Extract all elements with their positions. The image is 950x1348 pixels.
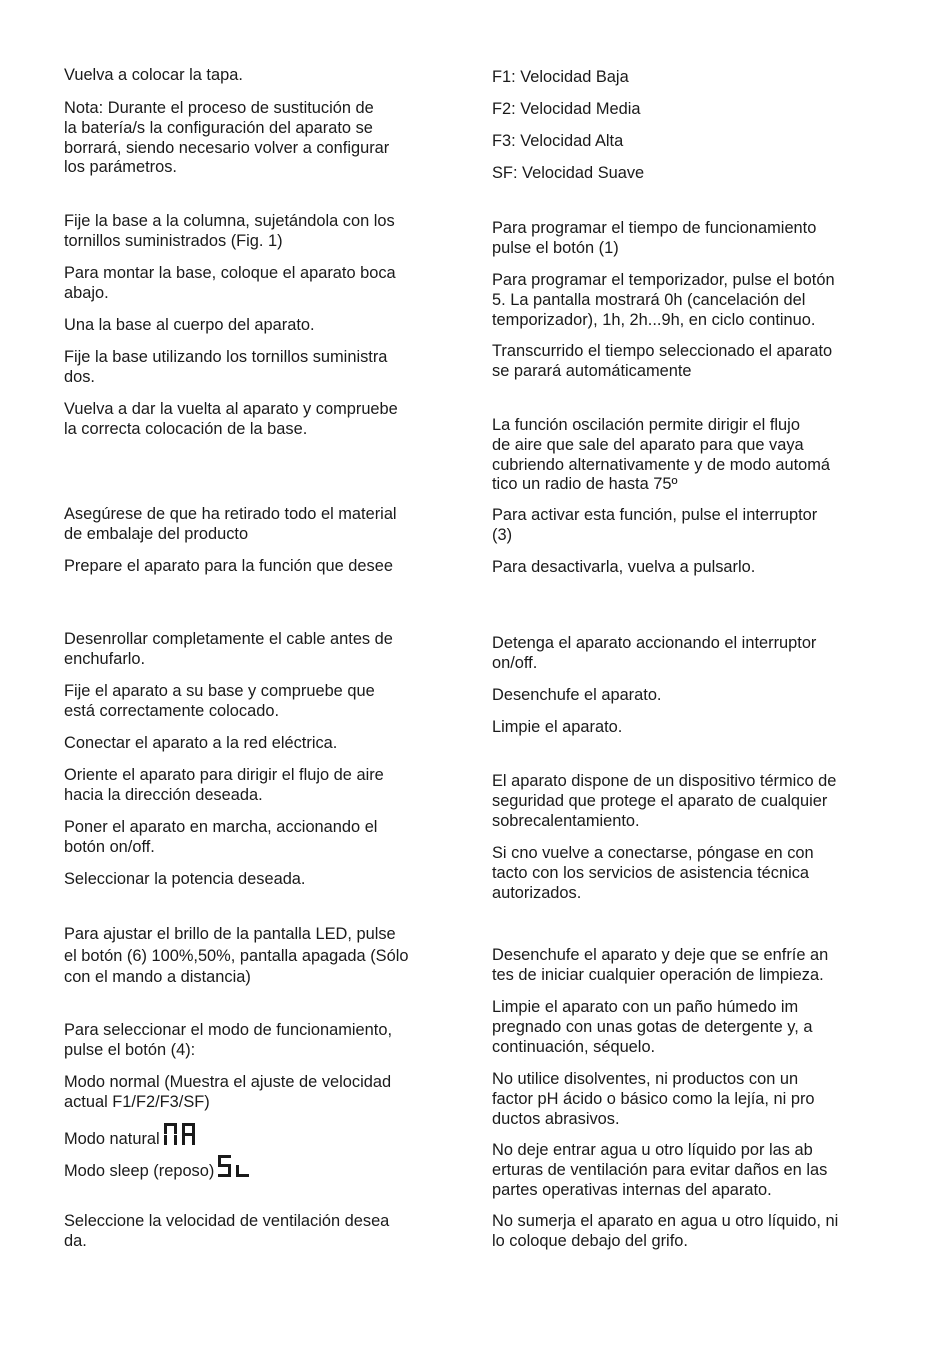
paragraph: Limpie el aparato. bbox=[492, 718, 623, 736]
paragraph: Fije la base a la columna, sujetándola con los tornillos suministrados (Fig. 1) bbox=[64, 212, 395, 250]
paragraph: Para programar el tiempo de funcionamiento pulse el botón (1) bbox=[492, 219, 817, 257]
mode-natural-label: Modo natural bbox=[64, 1130, 160, 1148]
paragraph: Modo normal (Muestra el ajuste de velocidad actual F1/F2/F3/SF) bbox=[64, 1073, 392, 1111]
lcd-sl-icon bbox=[217, 1154, 251, 1178]
paragraph: Para seleccionar el modo de funcionamiento, pulse el botón (4): bbox=[64, 1021, 393, 1059]
paragraph: SF: Velocidad Suave bbox=[492, 164, 645, 182]
paragraph: Para activar esta función, pulse el interruptor (3) bbox=[492, 506, 818, 544]
paragraph: Desenchufe el aparato y deje que se enfríe an tes de iniciar cualquier operación de limpieza. bbox=[492, 946, 829, 984]
paragraph: Seleccionar la potencia deseada. bbox=[64, 870, 306, 888]
paragraph: Prepare el aparato para la función que desee bbox=[64, 557, 393, 575]
paragraph: Desenrollar completamente el cable antes de enchufarlo. bbox=[64, 630, 393, 668]
paragraph: Para programar el temporizador, pulse el botón 5. La pantalla mostrará 0h (cancelación del temporizador), 1h, 2h...9h, en ciclo continuo. bbox=[492, 271, 835, 329]
paragraph: No sumerja el aparato en agua u otro líquido, ni lo coloque debajo del grifo. bbox=[492, 1212, 839, 1250]
paragraph: Vuelva a dar la vuelta al aparato y compruebe la correcta colocación de la base. bbox=[64, 400, 398, 438]
paragraph: No utilice disolventes, ni productos con un factor pH ácido o básico como la lejía, ni pro ductos abrasivos. bbox=[492, 1070, 815, 1128]
paragraph: No deje entrar agua u otro líquido por las ab erturas de ventilación para evitar daños en las partes operativas internas del aparato. bbox=[492, 1141, 828, 1199]
paragraph: Asegúrese de que ha retirado todo el material de embalaje del producto bbox=[64, 505, 397, 543]
paragraph: El aparato dispone de un dispositivo térmico de seguridad que protege el aparato de cualquier sobrecalentamiento. bbox=[492, 772, 837, 830]
mode-sleep-label: Modo sleep (reposo) bbox=[64, 1162, 215, 1180]
paragraph: La función oscilación permite dirigir el flujo de aire que sale del aparato para que vaya cubriendo alternativamente y de modo automá tico un radio de hasta 75º bbox=[492, 416, 831, 494]
paragraph: Fije el aparato a su base y compruebe que está correctamente colocado. bbox=[64, 682, 375, 720]
paragraph: Nota: Durante el proceso de sustitución de la batería/s la configuración del aparato se borrará, siendo necesario volver a configurar los parámetros. bbox=[64, 99, 390, 177]
paragraph: Desenchufe el aparato. bbox=[492, 686, 662, 704]
paragraph: Seleccione la velocidad de ventilación desea da. bbox=[64, 1212, 390, 1250]
paragraph: Para ajustar el brillo de la pantalla LED, pulse el botón (6) 100%,50%, pantalla apagada (Sólo con el mando a distancia) bbox=[64, 925, 409, 986]
mode-sleep-line bbox=[64, 1154, 251, 1182]
paragraph: Oriente el aparato para dirigir el flujo de aire hacia la dirección deseada. bbox=[64, 766, 384, 804]
paragraph: Fije la base utilizando los tornillos suministra dos. bbox=[64, 348, 388, 386]
lcd-na-icon bbox=[163, 1122, 197, 1146]
paragraph: Para montar la base, coloque el aparato boca abajo. bbox=[64, 264, 396, 302]
mode-natural-line bbox=[64, 1122, 197, 1150]
paragraph: Para desactivarla, vuelva a pulsarlo. bbox=[492, 558, 756, 576]
paragraph: Si cno vuelve a conectarse, póngase en con tacto con los servicios de asistencia técnica autorizados. bbox=[492, 844, 814, 902]
paragraph: Transcurrido el tiempo seleccionado el aparato se parará automáticamente bbox=[492, 342, 833, 380]
paragraph: F2: Velocidad Media bbox=[492, 100, 641, 118]
paragraph: F1: Velocidad Baja bbox=[492, 68, 629, 86]
paragraph: Limpie el aparato con un paño húmedo im pregnado con unas gotas de detergente y, a continuación, séquelo. bbox=[492, 998, 813, 1056]
paragraph: Detenga el aparato accionando el interruptor on/off. bbox=[492, 634, 817, 672]
paragraph: Poner el aparato en marcha, accionando el botón on/off. bbox=[64, 818, 378, 856]
paragraph: F3: Velocidad Alta bbox=[492, 132, 624, 150]
paragraph: Conectar el aparato a la red eléctrica. bbox=[64, 734, 338, 752]
paragraph: Una la base al cuerpo del aparato. bbox=[64, 316, 315, 334]
paragraph: Vuelva a colocar la tapa. bbox=[64, 66, 243, 84]
